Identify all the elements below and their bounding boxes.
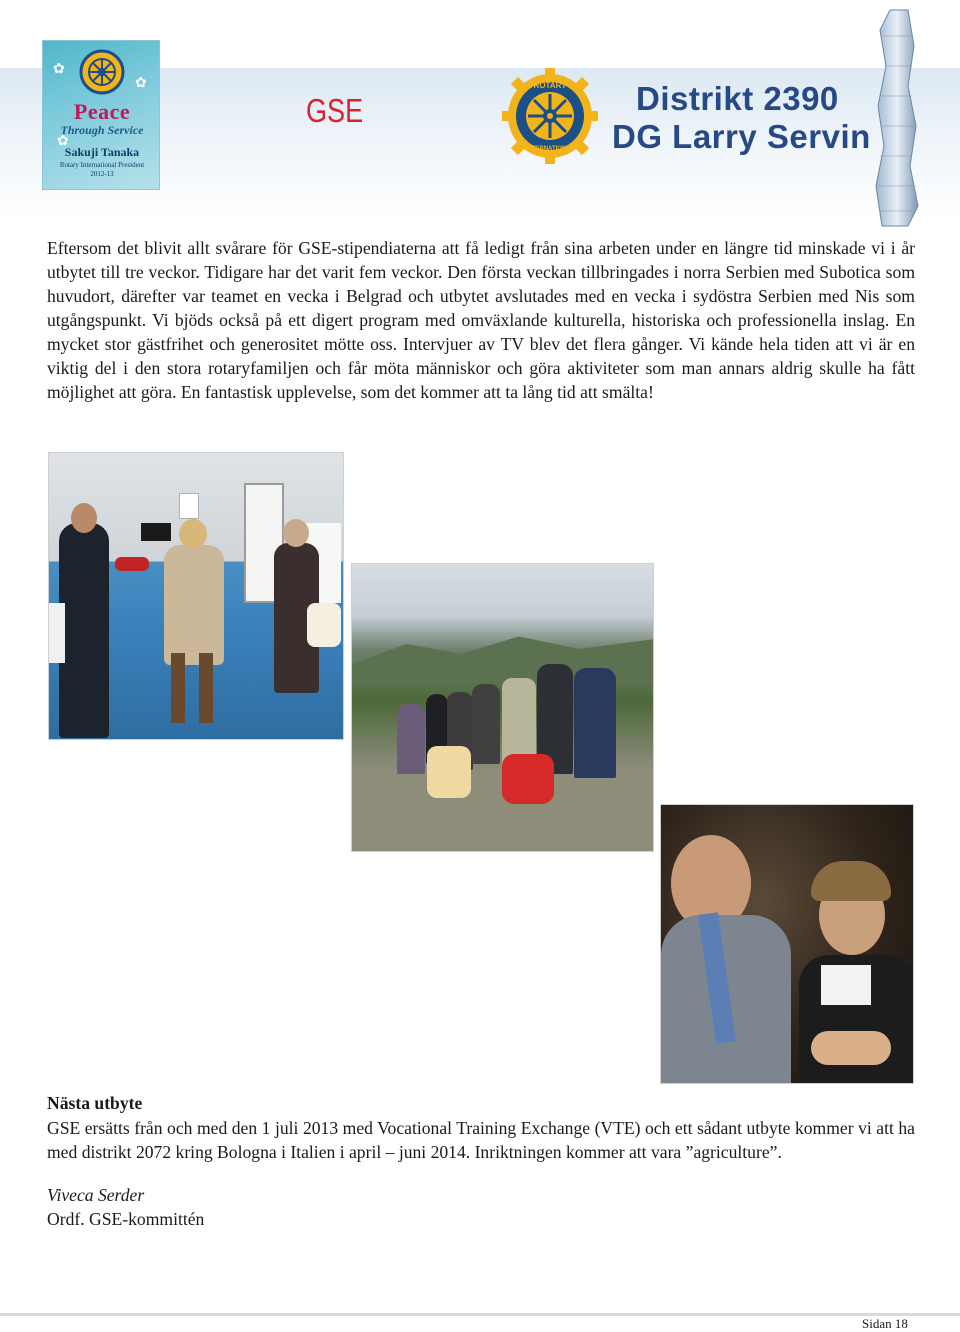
president-year: 2012-13 — [90, 170, 114, 178]
flower-icon: ✿ — [135, 75, 147, 91]
footer-divider — [0, 1313, 960, 1316]
rotary-international-logo — [500, 66, 600, 166]
body-paragraph: Eftersom det blivit allt svårare för GSE-stipendiaterna att få ledigt från sina arbeten under en längre tid minskade vi i år utbytet till tre veckor. Tidigare har det varit fem veckor. Den första veckan tillbringades i norra Serbien med Subotica som huvudort, därefter var teamet en vecka i Belgrad och utbytet avslutades med en vecka i sydöstra Serbien med Nis som utgångspunkt. Vi bjöds också på ett digert program med omväxlande kulturella, historiska och professionella inslag. En mycket stor gästfrihet och generositet mötte oss. Intervjuer av TV blev det flera gånger. Vi kände hela tiden att vi är en viktig del i den stora rotaryfamiljen och får möta människor och göra aktiviteter som man annars aldrig skulle ha fått möjlighet att göra. En fantastisk upplevelse, som det kommer att ta lång tid att smälta! — [47, 238, 915, 402]
person-kneeling — [502, 754, 554, 804]
president-name: Sakuji Tanaka — [64, 145, 140, 159]
collar — [821, 965, 871, 1005]
photo-group-mountains — [351, 563, 654, 852]
hair — [811, 861, 891, 901]
boot — [199, 653, 213, 723]
wall-sign — [179, 493, 199, 519]
radiator — [49, 603, 65, 663]
peace-through-service-logo — [42, 40, 160, 190]
page-number: Sidan 18 — [862, 1316, 908, 1331]
person — [574, 668, 616, 778]
microphone — [115, 557, 149, 571]
rotary-text-top: ROTARY — [533, 81, 567, 90]
district-number: Distrikt 2390 — [636, 80, 839, 117]
peace-text: Peace — [73, 99, 131, 124]
district-governor: DG Larry Servin — [612, 118, 871, 155]
flower-icon: ✿ — [57, 133, 69, 149]
person-kneeling — [427, 746, 471, 798]
person — [164, 545, 224, 665]
signature-role: Ordf. GSE-kommittén — [47, 1209, 205, 1229]
hands — [811, 1031, 891, 1065]
next-exchange-heading: Nästa utbyte — [47, 1093, 143, 1113]
person-head — [283, 519, 309, 547]
rotary-text-bottom: INTERNATIONAL — [525, 146, 575, 152]
chair — [307, 603, 341, 647]
photo-tv-interview — [48, 452, 344, 740]
person-head — [71, 503, 97, 533]
president-role — [43, 161, 160, 179]
tv-camera — [141, 523, 171, 541]
next-exchange-text: GSE ersätts från och med den 1 juli 2013 med Vocational Training Exchange (VTE) och ett sådant utbyte kommer vi att ha med distrikt 2072 kring Bologna i Italien i april – juni 2014. Inriktningen kommer att vara ”agriculture”. — [47, 1118, 915, 1162]
photo-dancing — [660, 804, 914, 1084]
person — [397, 704, 425, 774]
flower-icon: ✿ — [53, 61, 65, 77]
turning-torso-tower-image — [868, 6, 928, 228]
rotary-wheel-icon — [79, 49, 125, 95]
person — [59, 523, 109, 738]
person — [472, 684, 500, 764]
signature-name: Viveca Serder — [47, 1185, 145, 1205]
person-head — [179, 519, 207, 549]
page-title: GSE — [306, 92, 364, 129]
boot — [171, 653, 185, 723]
president-role-label: Rotary International President — [59, 161, 145, 169]
through-service-text: Through Service — [60, 123, 144, 137]
